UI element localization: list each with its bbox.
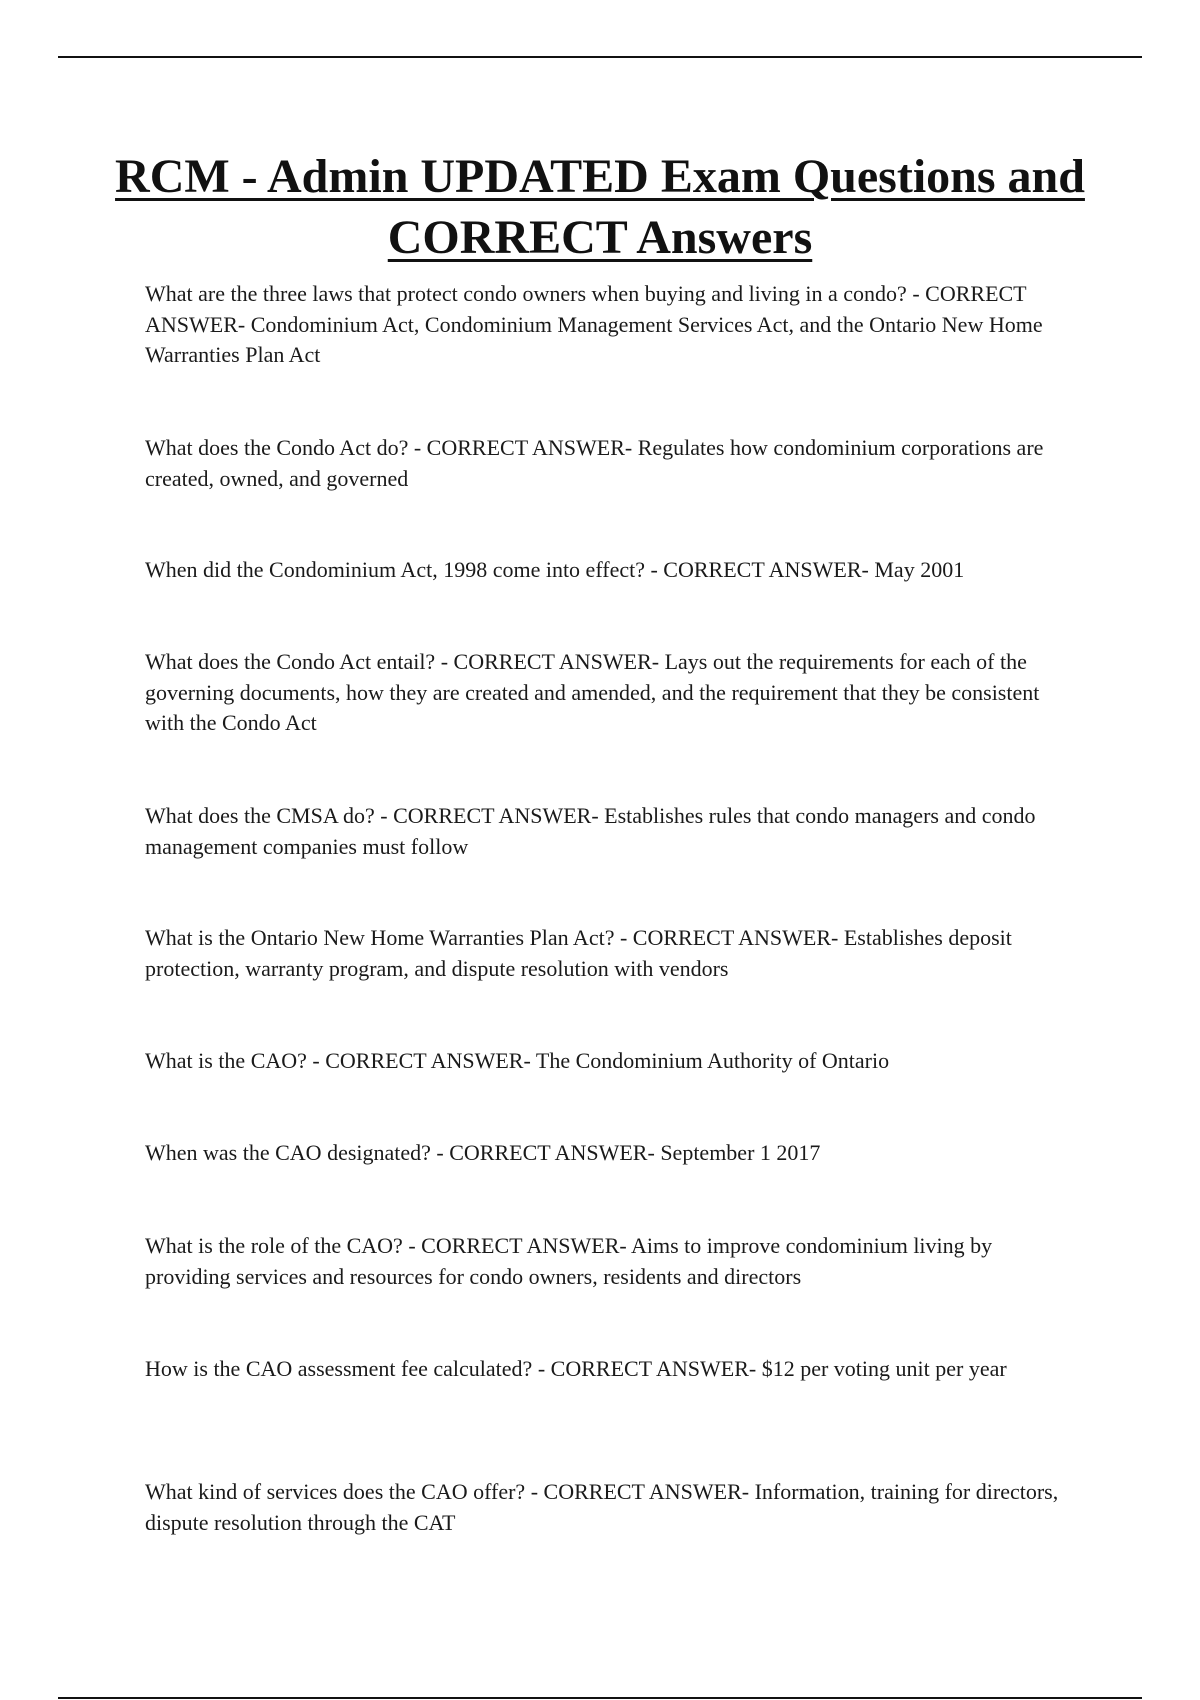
question-text: What is the CAO?	[145, 1048, 307, 1073]
answer-text: Establishes rules that condo managers and condo management companies must follow	[145, 803, 1036, 859]
question-text: What is the role of the CAO?	[145, 1233, 403, 1258]
qa-item	[145, 1138, 1065, 1169]
qa-item	[145, 923, 1065, 984]
qa-item	[145, 555, 1065, 586]
qa-item	[145, 1046, 1065, 1077]
question-text: What kind of services does the CAO offer?	[145, 1479, 526, 1504]
question-text: What does the Condo Act entail?	[145, 649, 436, 674]
answer-separator: - CORRECT ANSWER-	[408, 435, 638, 460]
question-text: What are the three laws that protect condo owners when buying and living in a condo?	[145, 281, 907, 306]
question-text: How is the CAO assessment fee calculated?	[145, 1356, 533, 1381]
answer-text: Establishes deposit protection, warranty program, and dispute resolution with vendors	[145, 925, 1012, 981]
top-rule	[58, 56, 1142, 58]
answer-separator: - CORRECT ANSWER-	[306, 1048, 536, 1073]
answer-text: Information, training for directors, dispute resolution through the CAT	[145, 1479, 1059, 1535]
answer-text: The Condominium Authority of Ontario	[535, 1048, 890, 1073]
answer-text: Lays out the requirements for each of the governing documents, how they are created and amended, and the requirement that they be consistent with the Condo Act	[145, 649, 1040, 735]
answer-separator: - CORRECT ANSWER-	[644, 557, 875, 582]
bottom-rule	[58, 1697, 1142, 1699]
answer-separator: - CORRECT ANSWER-	[374, 803, 605, 828]
answer-separator: - CORRECT ANSWER-	[614, 925, 844, 950]
question-text: What is the Ontario New Home Warranties Plan Act?	[145, 925, 615, 950]
answer-text: $12 per voting unit per year	[761, 1356, 1007, 1381]
answer-text: Regulates how condominium corporations are created, owned, and governed	[145, 435, 1044, 491]
answer-separator: - CORRECT ANSWER-	[145, 281, 1027, 337]
question-text: When did the Condominium Act, 1998 come into effect?	[145, 557, 645, 582]
answer-separator: - CORRECT ANSWER-	[435, 649, 665, 674]
answer-text: May 2001	[874, 557, 965, 582]
answer-text: Aims to improve condominium living by providing services and resources for condo owners, residents and directors	[145, 1233, 993, 1289]
qa-item	[145, 1354, 1065, 1385]
answer-separator: - CORRECT ANSWER-	[402, 1233, 631, 1258]
qa-item	[145, 1477, 1065, 1538]
question-text: What does the CMSA do?	[145, 803, 375, 828]
answer-separator: - CORRECT ANSWER-	[430, 1140, 661, 1165]
answer-text: September 1 2017	[660, 1140, 821, 1165]
answer-text: Condominium Act, Condominium Management Services Act, and the Ontario New Home Warranties Plan Act	[145, 311, 1043, 367]
answer-separator: - CORRECT ANSWER-	[532, 1356, 762, 1381]
question-text: What does the Condo Act do?	[145, 435, 409, 460]
question-text: When was the CAO designated?	[145, 1140, 431, 1165]
document-title: RCM - Admin UPDATED Exam Questions and CORRECT Answers	[115, 150, 1085, 264]
qa-item	[145, 801, 1065, 862]
qa-item	[145, 1231, 1065, 1292]
qa-item	[145, 279, 1065, 371]
qa-item	[145, 433, 1065, 494]
answer-separator: - CORRECT ANSWER-	[525, 1479, 755, 1504]
qa-item	[145, 647, 1065, 739]
